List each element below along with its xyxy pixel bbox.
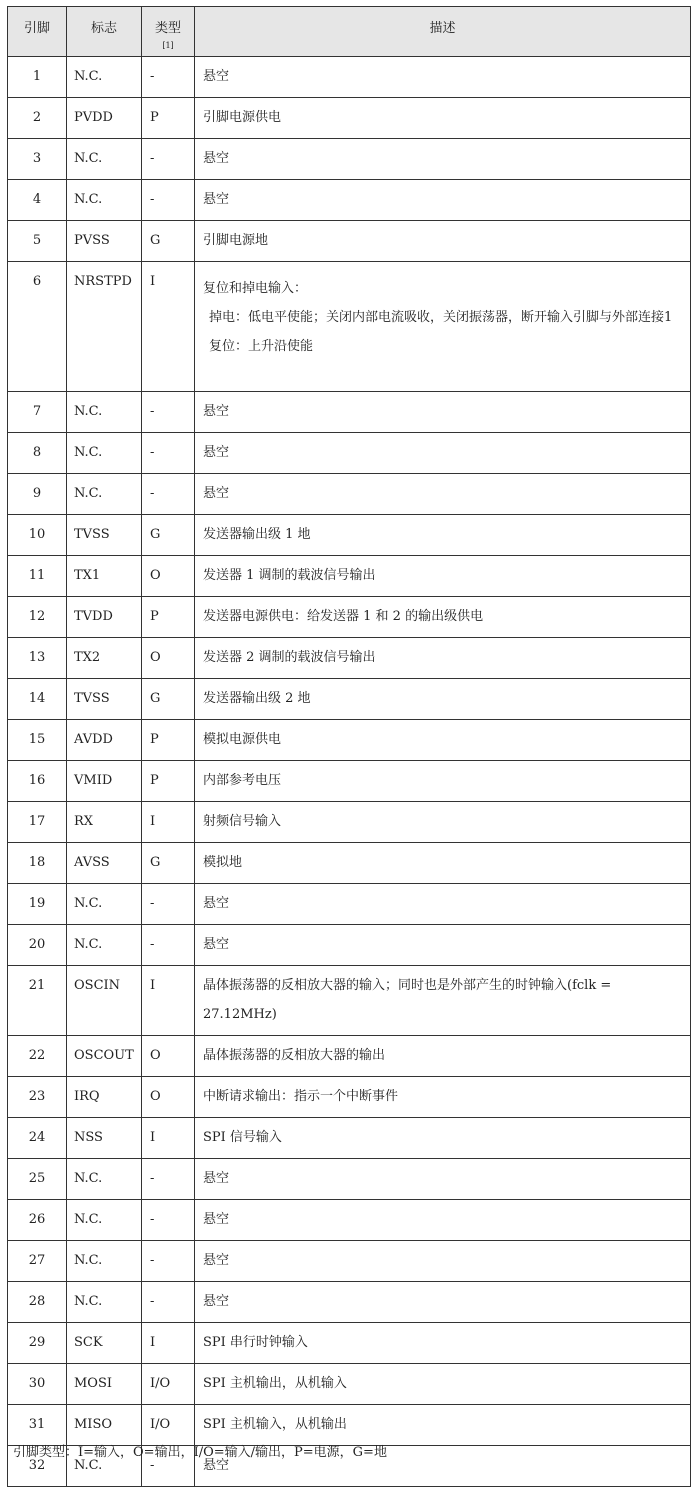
description-line: 发送器 2 调制的载波信号输出	[203, 650, 376, 665]
header-type-note: [1]	[162, 41, 174, 50]
pin-type-cell: I/O	[142, 1364, 195, 1405]
pin-description-table	[7, 6, 691, 1487]
pin-description-cell	[195, 1077, 691, 1118]
table-row	[8, 57, 691, 98]
pin-symbol-cell: MISO	[67, 1405, 142, 1446]
description-line: 引脚电源地	[203, 233, 269, 248]
description-line: 内部参考电压	[203, 773, 282, 788]
description-line: 模拟电源供电	[203, 732, 282, 747]
table-row	[8, 761, 691, 802]
pin-symbol-cell: N.C.	[67, 57, 142, 98]
table-row	[8, 638, 691, 679]
description-line: 发送器 1 调制的载波信号输出	[203, 568, 376, 583]
description-line: 悬空	[203, 69, 230, 84]
pin-symbol-cell: N.C.	[67, 1241, 142, 1282]
description-line: 复位：上升沿使能	[209, 339, 314, 354]
description-line: 晶体振荡器的反相放大器的输出	[203, 1048, 386, 1063]
pin-number-cell: 26	[8, 1200, 67, 1241]
pin-number-cell: 31	[8, 1405, 67, 1446]
pin-type-cell: O	[142, 1036, 195, 1077]
pin-number-cell: 30	[8, 1364, 67, 1405]
table-row	[8, 180, 691, 221]
table-row	[8, 221, 691, 262]
pin-symbol-cell: AVDD	[67, 720, 142, 761]
table-row	[8, 139, 691, 180]
pin-symbol-cell: NRSTPD	[67, 262, 142, 392]
table-row	[8, 1036, 691, 1077]
description-line: 发送器电源供电：给发送器 1 和 2 的输出级供电	[203, 609, 484, 624]
description-line: 复位和掉电输入：	[203, 281, 308, 296]
pin-number-cell: 3	[8, 139, 67, 180]
pin-number-cell: 16	[8, 761, 67, 802]
pin-symbol-cell: OSCOUT	[67, 1036, 142, 1077]
pin-symbol-cell: N.C.	[67, 925, 142, 966]
table-row	[8, 1159, 691, 1200]
pin-number-cell: 12	[8, 597, 67, 638]
pin-description-cell	[195, 1241, 691, 1282]
pin-type-cell: I	[142, 802, 195, 843]
table-header-row	[8, 7, 691, 57]
pin-type-cell: P	[142, 720, 195, 761]
table-row	[8, 1241, 691, 1282]
pin-symbol-cell: MOSI	[67, 1364, 142, 1405]
pin-symbol-cell: N.C.	[67, 433, 142, 474]
pin-type-cell: P	[142, 597, 195, 638]
pin-description-cell	[195, 638, 691, 679]
table-row	[8, 474, 691, 515]
pin-number-cell: 4	[8, 180, 67, 221]
pin-type-cell: -	[142, 180, 195, 221]
pin-type-cell: G	[142, 679, 195, 720]
description-line: SPI 主机输入，从机输出	[203, 1417, 347, 1432]
pin-description-cell	[195, 1159, 691, 1200]
pin-description-cell	[195, 1200, 691, 1241]
table-row	[8, 966, 691, 1036]
pin-description-cell	[195, 843, 691, 884]
pin-type-cell: -	[142, 925, 195, 966]
table-row	[8, 98, 691, 139]
pin-symbol-cell: TVSS	[67, 679, 142, 720]
description-line: SPI 串行时钟输入	[203, 1335, 308, 1350]
pin-type-cell: -	[142, 474, 195, 515]
pin-type-cell: G	[142, 515, 195, 556]
pin-number-cell: 32	[8, 1446, 67, 1487]
pin-number-cell: 21	[8, 966, 67, 1036]
pin-type-cell: O	[142, 1077, 195, 1118]
pin-type-cell: -	[142, 392, 195, 433]
pin-description-cell	[195, 925, 691, 966]
pin-description-cell	[195, 720, 691, 761]
pin-number-cell: 6	[8, 262, 67, 392]
pin-description-cell	[195, 802, 691, 843]
header-type: 类型 [1]	[142, 7, 195, 57]
pin-symbol-cell: VMID	[67, 761, 142, 802]
pin-symbol-cell: N.C.	[67, 180, 142, 221]
description-line: SPI 主机输出，从机输入	[203, 1376, 347, 1391]
pin-number-cell: 15	[8, 720, 67, 761]
pin-symbol-cell: N.C.	[67, 392, 142, 433]
pin-type-cell: I	[142, 262, 195, 392]
description-line: 悬空	[203, 937, 230, 952]
header-symbol: 标志	[67, 7, 142, 57]
pin-symbol-cell: N.C.	[67, 1282, 142, 1323]
pin-number-cell: 14	[8, 679, 67, 720]
description-line: 中断请求输出：指示一个中断事件	[203, 1089, 399, 1104]
pin-number-cell: 10	[8, 515, 67, 556]
table-row	[8, 720, 691, 761]
pin-type-cell: -	[142, 57, 195, 98]
pin-symbol-cell: TX2	[67, 638, 142, 679]
table-row	[8, 1200, 691, 1241]
pin-type-footnote: 引脚类型：I=输入，O=输出，I/O=输入/输出，P=电源，G=地	[13, 1445, 387, 1460]
description-line: 悬空	[203, 192, 230, 207]
table-row	[8, 884, 691, 925]
pin-number-cell: 28	[8, 1282, 67, 1323]
pin-symbol-cell: RX	[67, 802, 142, 843]
table-row	[8, 679, 691, 720]
description-line: 悬空	[203, 896, 230, 911]
description-line: 射频信号输入	[203, 814, 282, 829]
pin-description-cell	[195, 433, 691, 474]
pin-description-cell	[195, 221, 691, 262]
pin-type-cell: -	[142, 1200, 195, 1241]
pin-number-cell: 18	[8, 843, 67, 884]
table-row	[8, 597, 691, 638]
header-pin: 引脚	[8, 7, 67, 57]
pin-number-cell: 13	[8, 638, 67, 679]
pin-symbol-cell: TX1	[67, 556, 142, 597]
table-row	[8, 1364, 691, 1405]
pin-number-cell: 19	[8, 884, 67, 925]
pin-number-cell: 25	[8, 1159, 67, 1200]
pin-description-cell	[195, 1036, 691, 1077]
pin-description-cell	[195, 139, 691, 180]
pin-type-cell: I	[142, 1118, 195, 1159]
pin-symbol-cell: IRQ	[67, 1077, 142, 1118]
pin-number-cell: 24	[8, 1118, 67, 1159]
pin-description-cell	[195, 392, 691, 433]
pin-type-cell: P	[142, 98, 195, 139]
pin-type-cell: I	[142, 966, 195, 1036]
pin-number-cell: 7	[8, 392, 67, 433]
pin-type-cell: G	[142, 843, 195, 884]
pin-type-cell: I/O	[142, 1405, 195, 1446]
pin-symbol-cell: PVSS	[67, 221, 142, 262]
description-line: 悬空	[203, 1294, 230, 1309]
pin-symbol-cell: SCK	[67, 1323, 142, 1364]
pin-description-cell	[195, 57, 691, 98]
pin-number-cell: 1	[8, 57, 67, 98]
pin-number-cell: 29	[8, 1323, 67, 1364]
pin-symbol-cell: N.C.	[67, 884, 142, 925]
description-line: 发送器输出级 2 地	[203, 691, 311, 706]
pin-symbol-cell: N.C.	[67, 1200, 142, 1241]
pin-description-cell	[195, 679, 691, 720]
pin-description-cell	[195, 1405, 691, 1446]
pin-description-cell	[195, 1364, 691, 1405]
pin-number-cell: 20	[8, 925, 67, 966]
description-line: 悬空	[203, 151, 230, 166]
table-row	[8, 515, 691, 556]
table-row	[8, 1118, 691, 1159]
pin-description-cell	[195, 884, 691, 925]
pin-type-cell: -	[142, 1282, 195, 1323]
pin-type-cell: -	[142, 1159, 195, 1200]
pin-number-cell: 17	[8, 802, 67, 843]
description-line: SPI 信号输入	[203, 1130, 282, 1145]
table-row	[8, 925, 691, 966]
pin-description-cell	[195, 1118, 691, 1159]
pin-number-cell: 9	[8, 474, 67, 515]
pin-description-cell	[195, 966, 691, 1036]
pin-symbol-cell: TVSS	[67, 515, 142, 556]
table-row	[8, 1282, 691, 1323]
pin-number-cell: 8	[8, 433, 67, 474]
pin-type-cell: I	[142, 1323, 195, 1364]
pin-type-cell: -	[142, 1446, 195, 1487]
pin-type-cell: -	[142, 139, 195, 180]
pin-symbol-cell: N.C.	[67, 1159, 142, 1200]
description-line: 模拟地	[203, 855, 243, 870]
description-line: 悬空	[203, 404, 230, 419]
pin-description-cell	[195, 515, 691, 556]
table-row	[8, 1405, 691, 1446]
table-row	[8, 843, 691, 884]
pin-symbol-cell: N.C.	[67, 474, 142, 515]
pin-description-cell	[195, 597, 691, 638]
pin-symbol-cell: TVDD	[67, 597, 142, 638]
description-line: 掉电：低电平使能；关闭内部电流吸收，关闭振荡器，断开输入引脚与外部连接1	[209, 310, 673, 325]
description-line: 悬空	[203, 486, 230, 501]
table-row	[8, 1323, 691, 1364]
pin-description-cell	[195, 761, 691, 802]
pin-type-cell: G	[142, 221, 195, 262]
table-row	[8, 556, 691, 597]
pin-description-cell	[195, 180, 691, 221]
pin-symbol-cell: NSS	[67, 1118, 142, 1159]
pin-symbol-cell: PVDD	[67, 98, 142, 139]
description-line: 悬空	[203, 1212, 230, 1227]
description-line: 引脚电源供电	[203, 110, 282, 125]
pin-type-cell: -	[142, 1241, 195, 1282]
pin-description-cell	[195, 1323, 691, 1364]
table-row	[8, 1077, 691, 1118]
pin-type-cell: O	[142, 556, 195, 597]
pin-symbol-cell: N.C.	[67, 139, 142, 180]
description-line: 晶体振荡器的反相放大器的输入；同时也是外部产生的时钟输入(fclk = 27.12MHz)	[203, 978, 612, 1022]
pin-number-cell: 22	[8, 1036, 67, 1077]
pin-description-cell	[195, 98, 691, 139]
table-row	[8, 433, 691, 474]
pin-number-cell: 5	[8, 221, 67, 262]
pin-symbol-cell: AVSS	[67, 843, 142, 884]
pin-symbol-cell: N.C.	[67, 1446, 142, 1487]
pin-symbol-cell: OSCIN	[67, 966, 142, 1036]
description-line: 悬空	[203, 1458, 230, 1473]
description-line: 悬空	[203, 1171, 230, 1186]
pin-description-cell	[195, 474, 691, 515]
pin-description-cell	[195, 556, 691, 597]
pin-type-cell: P	[142, 761, 195, 802]
pin-type-cell: -	[142, 433, 195, 474]
description-line: 发送器输出级 1 地	[203, 527, 311, 542]
description-line: 悬空	[203, 445, 230, 460]
table-row	[8, 802, 691, 843]
pin-number-cell: 2	[8, 98, 67, 139]
pin-type-cell: O	[142, 638, 195, 679]
pin-description-cell	[195, 1282, 691, 1323]
pin-number-cell: 23	[8, 1077, 67, 1118]
header-description: 描述	[195, 7, 691, 57]
pin-number-cell: 27	[8, 1241, 67, 1282]
pin-type-cell: -	[142, 884, 195, 925]
pin-number-cell: 11	[8, 556, 67, 597]
pin-description-cell	[195, 262, 691, 392]
table-row	[8, 262, 691, 392]
description-line: 悬空	[203, 1253, 230, 1268]
table-row	[8, 392, 691, 433]
